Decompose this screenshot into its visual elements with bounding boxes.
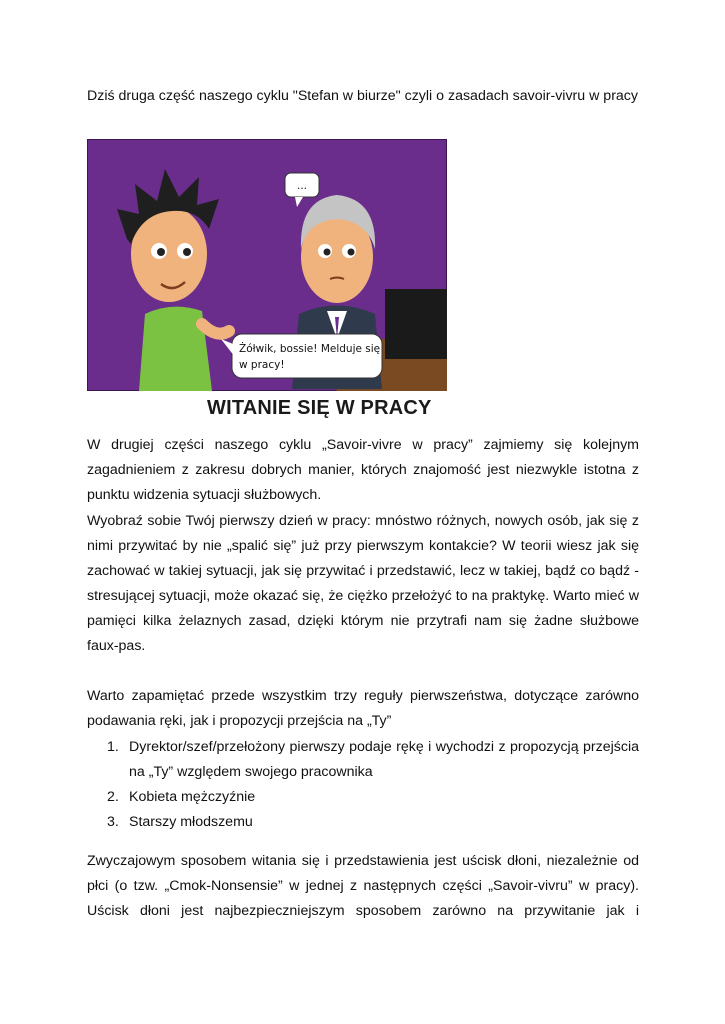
monitor-icon bbox=[385, 289, 447, 359]
speech-bubble-large bbox=[232, 334, 382, 378]
list-item bbox=[87, 810, 639, 835]
speech-bubble-large-line2: w pracy! bbox=[239, 359, 285, 371]
illustration-banner-title: WITANIE SIĘ W PRACY bbox=[207, 397, 432, 419]
precedence-rules-list bbox=[87, 735, 639, 835]
paragraph-handshake: Zwyczajowym sposobem witania się i przedstawienia jest uścisk dłoni, niezależnie od płci (o tzw. „Cmok-Nonsensie” w jednej z następnych części „Savoir-vivru” w pracy). Uścisk dłoni jest najbezpieczniejszym sposobem zarówno na przywitanie jak i bbox=[87, 853, 639, 919]
list-item-text: Kobieta mężczyźnie bbox=[129, 789, 256, 805]
list-item-text: Dyrektor/szef/przełożony pierwszy podaje rękę i wychodzi z propozycją przejścia na „Ty” względem swojego pracownika bbox=[129, 739, 639, 780]
cartoon-scene bbox=[87, 139, 447, 391]
paragraph-intro-series: W drugiej części naszego cyklu „Savoir-vivre w pracy” zajmiemy się kolejnym zagadnieniem z zakresu dobrych manier, których znajomość jest niezwykle istotna z punktu widzenia sytuacji służbowych. bbox=[87, 437, 639, 503]
list-item-number: 3. bbox=[107, 814, 119, 830]
list-item-number: 2. bbox=[107, 789, 119, 805]
speech-bubble-large-line1: Żółwik, bossie! Melduje się bbox=[239, 343, 381, 355]
list-item-text: Starszy młodszemu bbox=[129, 814, 253, 830]
paragraph-rules-intro: Warto zapamiętać przede wszystkim trzy reguły pierwszeństwa, dotyczące zarówno podawania ręki, jak i propozycji przejścia na „Ty” bbox=[87, 688, 639, 729]
speech-bubble-small-text: ... bbox=[296, 180, 308, 192]
list-item bbox=[87, 785, 639, 810]
intro-paragraph: Dziś druga część naszego cyklu "Stefan w biurze" czyli o zasadach savoir-vivru w pracy bbox=[87, 88, 638, 104]
cartoon-illustration bbox=[87, 139, 447, 391]
list-item-number: 1. bbox=[107, 739, 119, 755]
list-item bbox=[87, 735, 639, 785]
paragraph-first-day: Wyobraź sobie Twój pierwszy dzień w pracy: mnóstwo różnych, nowych osób, jak się z nimi przywitać by nie „spalić się” już przy pierwszym kontakcie? W teorii wiesz jak się zachować w takiej sytuacji, jak się przywitać i przedstawić, lecz w takiej, bądź co bądź - stresującej sytuacji, może okazać się, że ciężko przełożyć to na praktykę. Warto mieć w pamięci kilka żelaznych zasad, dzięki którym nie przytrafi nam się żadne służbowe faux-pas. bbox=[87, 513, 639, 654]
